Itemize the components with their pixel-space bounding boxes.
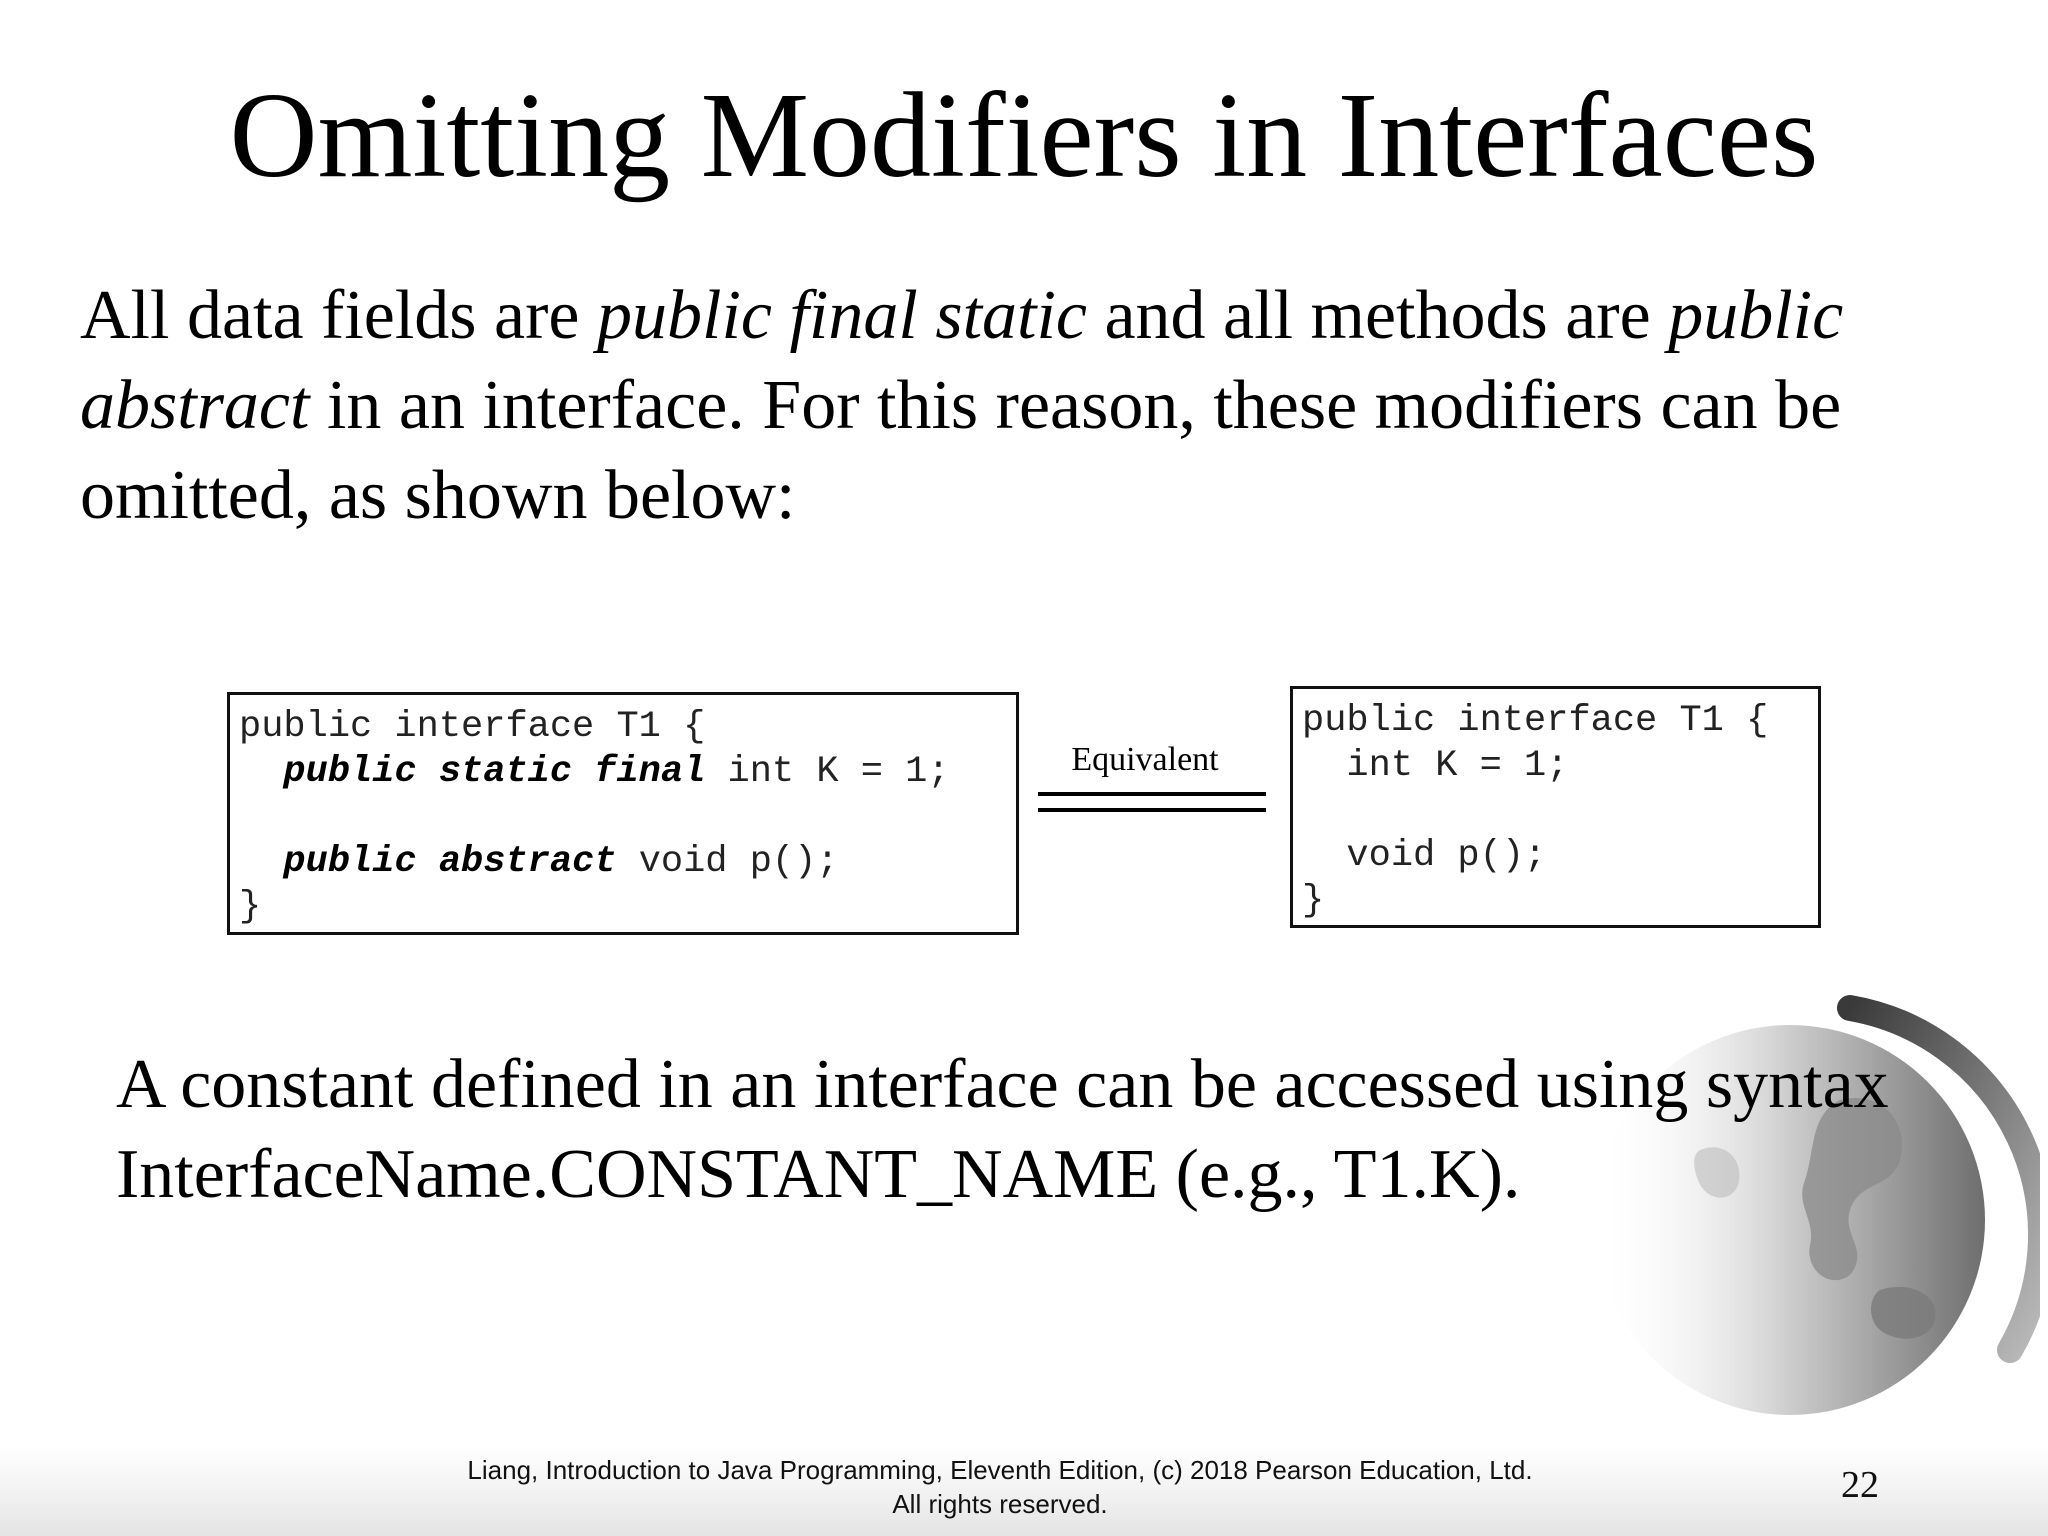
intro-text-1: All data fields are bbox=[80, 277, 598, 354]
intro-italic-1: public final static bbox=[597, 277, 1087, 354]
footer-copyright bbox=[400, 1453, 1600, 1521]
code-line bbox=[239, 750, 1016, 795]
intro-italic-2: public abstract bbox=[80, 277, 1844, 444]
code-rest: int K = 1; bbox=[705, 751, 950, 793]
code-block-with-modifiers bbox=[227, 692, 1019, 935]
code-line bbox=[239, 795, 1016, 840]
code-modifiers: public static final bbox=[283, 751, 706, 793]
equivalent-label: Equivalent bbox=[1071, 741, 1219, 778]
constant-note-line-2: InterfaceName.CONSTANT_NAME (e.g., T1.K). bbox=[116, 1136, 1521, 1213]
code-line: } bbox=[1302, 880, 1325, 922]
code-line bbox=[239, 840, 1016, 885]
intro-text-3: in an interface. For this reason, these modifiers can be omitted, as shown below: bbox=[80, 367, 1842, 534]
code-line: } bbox=[239, 886, 262, 928]
equivalence-bar-top bbox=[1038, 792, 1266, 796]
equivalence-sign bbox=[1038, 792, 1266, 812]
code-line: public interface T1 { bbox=[239, 706, 706, 748]
code-indent bbox=[239, 841, 283, 883]
slide-title: Omitting Modifiers in Interfaces bbox=[229, 68, 1819, 203]
code-line: void p(); bbox=[1302, 835, 1547, 877]
code-line: public interface T1 { bbox=[1302, 700, 1769, 742]
code-modifiers: public abstract bbox=[283, 841, 617, 883]
footer-line-2: All rights reserved. bbox=[892, 1489, 1108, 1519]
code-rest: void p(); bbox=[616, 841, 839, 883]
footer-line-1: Liang, Introduction to Java Programming, Eleventh Edition, (c) 2018 Pearson Education, Ltd. bbox=[467, 1455, 1533, 1485]
code-line: int K = 1; bbox=[1302, 745, 1569, 787]
code-block-without-modifiers bbox=[1290, 686, 1821, 928]
code-line bbox=[1302, 789, 1818, 834]
constant-note bbox=[116, 1040, 2016, 1220]
constant-note-line-1: A constant defined in an interface can be accessed using syntax bbox=[116, 1046, 1889, 1123]
code-indent bbox=[239, 751, 283, 793]
equivalence-bar-bottom bbox=[1038, 808, 1266, 812]
page-number: 22 bbox=[1841, 1464, 1879, 1506]
intro-paragraph bbox=[80, 271, 1980, 541]
intro-text-2: and all methods are bbox=[1086, 277, 1669, 354]
